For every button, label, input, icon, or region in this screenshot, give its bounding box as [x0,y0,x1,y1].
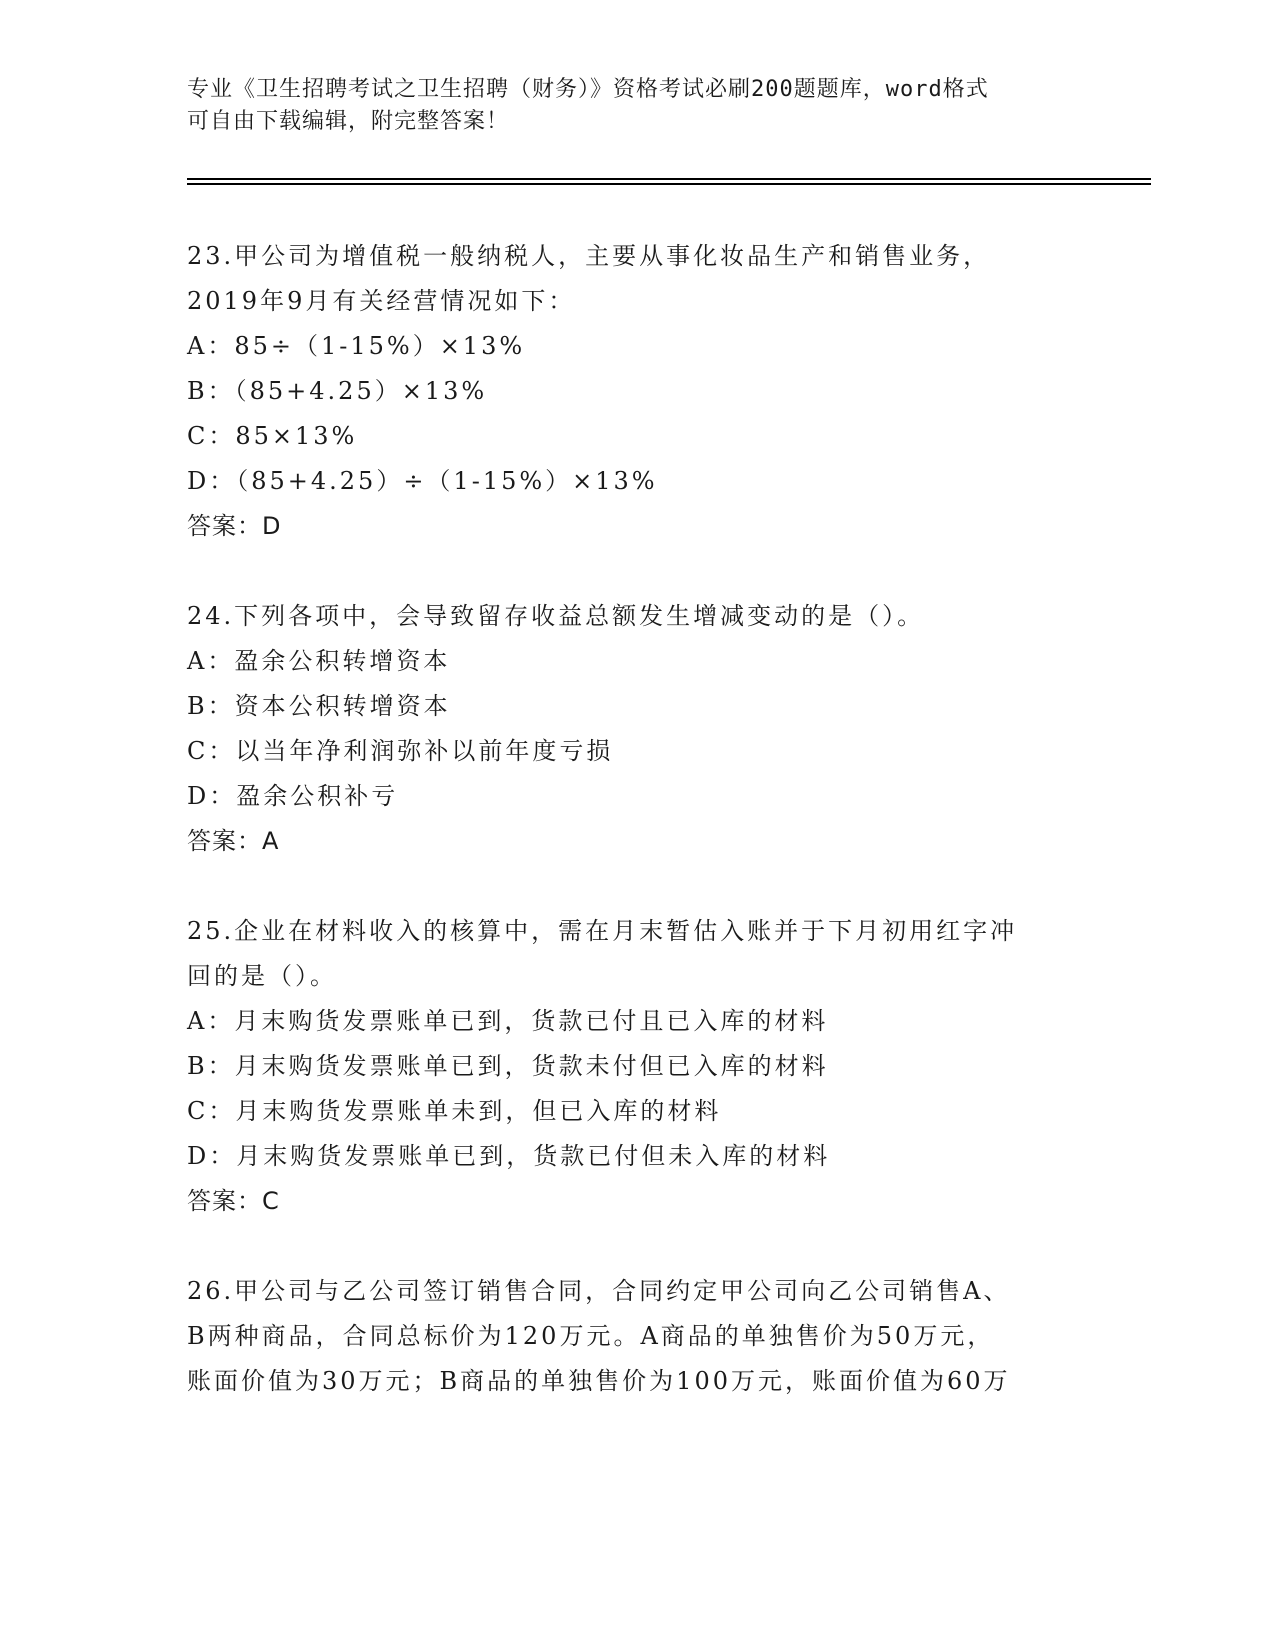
question-stem-line: 23.甲公司为增值税一般纳税人，主要从事化妆品生产和销售业务， [187,242,991,270]
header-divider-top [187,178,1151,180]
answer: 答案：A [187,827,280,855]
option-d: D：（85+4.25）÷（1-15%）×13% [187,467,658,495]
option-a: A：85÷（1-15%）×13% [187,332,526,360]
option-a: A：月末购货发票账单已到，货款已付且已入库的材料 [187,1007,829,1035]
question-stem-line: 26.甲公司与乙公司签订销售合同，合同约定甲公司向乙公司销售A、 [187,1277,1011,1305]
option-b: B：资本公积转增资本 [187,692,451,720]
option-a: A：盈余公积转增资本 [187,647,451,675]
option-d: D：月末购货发票账单已到，货款已付但未入库的材料 [187,1142,831,1170]
question-stem-line: 2019年9月有关经营情况如下： [187,287,576,315]
question-stem-line: 回的是（）。 [187,962,337,990]
question-stem-line: 25.企业在材料收入的核算中，需在月末暂估入账并于下月初用红字冲 [187,917,1018,945]
question-26 [187,1269,1087,1404]
question-stem-line: 账面价值为30万元；B商品的单独售价为100万元，账面价值为60万 [187,1367,1011,1395]
option-b: B：月末购货发票账单已到，货款未付但已入库的材料 [187,1052,829,1080]
question-24 [187,594,1087,864]
document-header [187,74,1067,138]
header-divider-bottom [187,183,1151,185]
question-stem-line: B两种商品，合同总标价为120万元。A商品的单独售价为50万元， [187,1322,995,1350]
header-line-1: 专业《卫生招聘考试之卫生招聘（财务）》资格考试必刷200题题库，word格式 [187,77,989,102]
option-c: C：以当年净利润弥补以前年度亏损 [187,737,614,765]
option-d: D：盈余公积补亏 [187,782,399,810]
option-c: C：月末购货发票账单未到，但已入库的材料 [187,1097,722,1125]
question-25 [187,909,1087,1224]
question-list [187,234,1087,1449]
answer: 答案：C [187,1187,280,1215]
option-c: C：85×13% [187,422,358,450]
option-b: B：（85+4.25）×13% [187,377,488,405]
answer: 答案：D [187,512,282,540]
header-line-2: 可自由下载编辑，附完整答案！ [187,109,510,134]
question-23 [187,234,1087,549]
question-stem-line: 24.下列各项中，会导致留存收益总额发生增减变动的是（）。 [187,602,925,630]
